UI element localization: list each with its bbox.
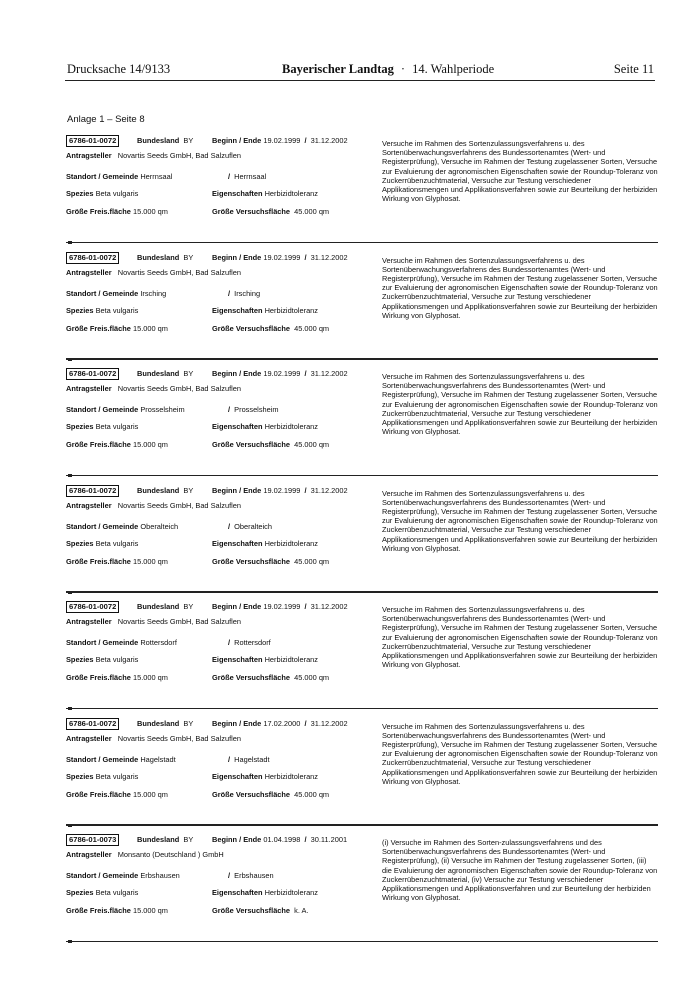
value-standort: Rottersdorf	[140, 638, 177, 647]
value-gemeinde: Erbshausen	[234, 871, 274, 880]
label-eigenschaften: Eigenschaften	[212, 189, 263, 198]
eigenschaften-field	[212, 656, 318, 665]
standort-field	[66, 173, 172, 182]
gemeinde-field	[228, 173, 266, 182]
label-spezies: Spezies	[66, 305, 94, 315]
label-versuchs: Größe Versuchsfläche	[212, 673, 291, 682]
spezies-field	[66, 889, 138, 898]
page-header	[67, 62, 654, 80]
label-beginn-ende: Beginn / Ende	[212, 136, 262, 145]
label-antragsteller: Antragsteller	[66, 151, 112, 160]
beginn-ende-field	[212, 370, 348, 379]
value-beginn: 19.02.1999	[263, 252, 301, 262]
value-spezies: Beta vulgaris	[95, 888, 139, 897]
eigenschaften-field	[212, 307, 318, 316]
record-entry-5	[66, 599, 658, 709]
versuchsflaeche-field	[212, 558, 329, 567]
value-versuchs: 45.000 qm	[294, 207, 330, 216]
eigenschaften-field	[212, 889, 318, 898]
record-divider-mark	[68, 707, 72, 710]
value-spezies: Beta vulgaris	[95, 538, 139, 548]
record-divider	[66, 475, 658, 476]
eigenschaften-field	[212, 773, 318, 782]
label-versuchs: Größe Versuchsfläche	[212, 323, 291, 333]
value-bundesland: BY	[183, 602, 194, 611]
value-beginn: 19.02.1999	[263, 369, 301, 378]
label-eigenschaften: Eigenschaften	[212, 538, 263, 548]
gemeinde-field	[228, 290, 260, 299]
standort-field	[66, 639, 177, 648]
value-bundesland: BY	[183, 136, 194, 145]
value-standort: Oberalteich	[140, 521, 179, 531]
label-freis: Größe Freis.fläche	[66, 906, 131, 915]
label-slash: /	[304, 835, 307, 844]
record-divider	[66, 591, 658, 592]
value-eigenschaften: Herbizidtoleranz	[264, 888, 318, 897]
label-eigenschaften: Eigenschaften	[212, 771, 263, 781]
spezies-field	[66, 656, 138, 665]
record-id: 6786-01-0072	[66, 252, 119, 264]
freisflaeche-field	[66, 208, 168, 217]
record-description: Versuche im Rahmen des Sortenzulassungsverfahrens u. des Sortenüberwachungsverfahrens des Bundessortenamtes (Wert- und Registerprüfung), Versuche im Rahmen der Testung zugelassener Sorten, Versuche zur Evaluierung der agronomischen Eigenschaften sowie der Roundup-Toleranz von Zuckerrübenzuchtmaterial, Versuche zur Testung verschiedener Applikationsmengen und Applikationsverfahren sowie zur Beurteilung der herbiziden Wirkung von Glyphosat.	[382, 372, 658, 437]
value-antragsteller: Novartis Seeds GmbH, Bad Salzuflen	[117, 384, 241, 393]
antragsteller-field	[66, 152, 241, 161]
label-beginn-ende: Beginn / Ende	[212, 485, 262, 495]
value-antragsteller: Novartis Seeds GmbH, Bad Salzuflen	[117, 151, 241, 160]
gemeinde-field	[228, 872, 274, 881]
antragsteller-field	[66, 502, 241, 511]
freisflaeche-field	[66, 325, 168, 334]
label-bundesland: Bundesland	[137, 835, 180, 844]
landtag-name: Bayerischer Landtag	[282, 62, 394, 76]
label-standort: Standort / Gemeinde	[66, 405, 139, 414]
bundesland-field	[137, 720, 193, 729]
label-slash: /	[304, 369, 307, 378]
label-spezies: Spezies	[66, 422, 94, 431]
value-spezies: Beta vulgaris	[95, 189, 139, 198]
spezies-field	[66, 540, 138, 549]
bundesland-field	[137, 487, 193, 496]
label-freis: Größe Freis.fläche	[66, 789, 131, 799]
label-slash: /	[228, 521, 231, 531]
value-eigenschaften: Herbizidtoleranz	[264, 422, 318, 431]
label-spezies: Spezies	[66, 655, 94, 664]
freisflaeche-field	[66, 558, 168, 567]
value-standort: Herrnsaal	[140, 172, 173, 181]
bundesland-field	[137, 603, 193, 612]
value-freis: 15.000 qm	[132, 673, 168, 682]
beginn-ende-field	[212, 487, 348, 496]
record-divider	[66, 242, 658, 243]
header-separator: ·	[400, 62, 406, 76]
value-spezies: Beta vulgaris	[95, 655, 139, 664]
value-ende: 31.12.2002	[310, 602, 348, 611]
wahlperiode: 14. Wahlperiode	[412, 62, 495, 76]
record-id: 6786-01-0072	[66, 485, 119, 497]
record-description: Versuche im Rahmen des Sortenzulassungsverfahrens u. des Sortenüberwachungsverfahrens des Bundessortenamtes (Wert- und Registerprüfung), Versuche im Rahmen der Testung zugelassener Sorten, Versuche zur Evaluierung der agronomischen Eigenschaften sowie der Roundup-Toleranz von Zuckerrübenzuchtmaterial, Versuche zur Testung verschiedener Applikationsmengen und Applikationsverfahren sowie zur Beurteilung der herbiziden Wirkung von Glyphosat.	[382, 721, 658, 786]
bundesland-field	[137, 254, 193, 263]
label-antragsteller: Antragsteller	[66, 384, 112, 393]
value-antragsteller: Novartis Seeds GmbH, Bad Salzuflen	[117, 733, 241, 743]
eigenschaften-field	[212, 190, 318, 199]
label-beginn-ende: Beginn / Ende	[212, 835, 262, 844]
spezies-field	[66, 190, 138, 199]
value-standort: Prosselsheim	[140, 405, 185, 414]
record-divider	[66, 941, 658, 942]
record-entry-6	[66, 716, 658, 826]
value-antragsteller: Novartis Seeds GmbH, Bad Salzuflen	[117, 500, 241, 510]
label-slash: /	[304, 252, 307, 262]
label-versuchs: Größe Versuchsfläche	[212, 207, 291, 216]
value-ende: 31.12.2002	[310, 252, 348, 262]
value-beginn: 19.02.1999	[263, 602, 301, 611]
label-slash: /	[228, 754, 231, 764]
record-divider	[66, 708, 658, 709]
record-divider-mark	[68, 591, 72, 594]
label-beginn-ende: Beginn / Ende	[212, 602, 262, 611]
standort-field	[66, 756, 176, 765]
value-versuchs: 45.000 qm	[294, 440, 330, 449]
antragsteller-field	[66, 735, 241, 744]
label-versuchs: Größe Versuchsfläche	[212, 440, 291, 449]
value-bundesland: BY	[183, 252, 194, 262]
label-antragsteller: Antragsteller	[66, 617, 112, 626]
label-bundesland: Bundesland	[137, 602, 180, 611]
record-divider-mark	[68, 940, 72, 943]
standort-field	[66, 523, 178, 532]
record-id: 6786-01-0072	[66, 135, 119, 147]
label-freis: Größe Freis.fläche	[66, 323, 131, 333]
antragsteller-field	[66, 618, 241, 627]
gemeinde-field	[228, 756, 270, 765]
label-slash: /	[304, 602, 307, 611]
label-spezies: Spezies	[66, 771, 94, 781]
anlage-label: Anlage 1 – Seite 8	[67, 114, 145, 125]
spezies-field	[66, 423, 138, 432]
label-slash: /	[228, 638, 231, 647]
beginn-ende-field	[212, 836, 347, 845]
record-divider-mark	[68, 241, 72, 244]
versuchsflaeche-field	[212, 791, 329, 800]
value-ende: 31.12.2002	[310, 718, 348, 728]
header-divider	[65, 80, 655, 81]
value-freis: 15.000 qm	[132, 556, 168, 566]
label-bundesland: Bundesland	[137, 136, 180, 145]
record-description: Versuche im Rahmen des Sortenzulassungsverfahrens u. des Sortenüberwachungsverfahrens des Bundessortenamtes (Wert- und Registerprüfung), Versuche im Rahmen der Testung zugelassener Sorten, Versuche zur Evaluierung der agronomischen Eigenschaften sowie der Roundup-Toleranz von Zuckerrübenzuchtmaterial, Versuche zur Testung verschiedener Applikationsmengen und Applikationsverfahren sowie zur Beurteilung der herbiziden Wirkung von Glyphosat.	[382, 255, 658, 320]
value-eigenschaften: Herbizidtoleranz	[264, 655, 318, 664]
record-divider-mark	[68, 824, 72, 827]
label-versuchs: Größe Versuchsfläche	[212, 789, 291, 799]
label-bundesland: Bundesland	[137, 718, 180, 728]
label-versuchs: Größe Versuchsfläche	[212, 906, 291, 915]
value-spezies: Beta vulgaris	[95, 422, 139, 431]
value-ende: 31.12.2002	[310, 485, 348, 495]
record-id: 6786-01-0072	[66, 601, 119, 613]
value-gemeinde: Prosselsheim	[234, 405, 279, 414]
label-beginn-ende: Beginn / Ende	[212, 369, 262, 378]
label-antragsteller: Antragsteller	[66, 733, 112, 743]
value-spezies: Beta vulgaris	[95, 771, 139, 781]
value-bundesland: BY	[183, 718, 194, 728]
value-freis: 15.000 qm	[132, 906, 168, 915]
value-ende: 30.11.2001	[310, 835, 348, 844]
record-divider	[66, 358, 658, 359]
beginn-ende-field	[212, 720, 348, 729]
record-entry-3	[66, 366, 658, 476]
bundesland-field	[137, 836, 193, 845]
value-antragsteller: Novartis Seeds GmbH, Bad Salzuflen	[117, 267, 241, 277]
beginn-ende-field	[212, 603, 348, 612]
label-slash: /	[228, 405, 231, 414]
record-divider	[66, 824, 658, 825]
label-standort: Standort / Gemeinde	[66, 172, 139, 181]
value-antragsteller: Monsanto (Deutschland ) GmbH	[117, 850, 224, 859]
value-bundesland: BY	[183, 835, 194, 844]
value-freis: 15.000 qm	[132, 789, 168, 799]
standort-field	[66, 290, 166, 299]
value-freis: 15.000 qm	[132, 440, 168, 449]
record-description: (i) Versuche im Rahmen des Sorten-zulassungsverfahrens und des Sortenüberwachungsverfahrens des Bundessortenamtes (Wert- und Registerprüfung), (ii) Versuche im Rahmen der Testung zugelassener Sorten, (iii) die Evaluierung der agronomischen Eigenschaften sowie der Roundup-Toleranz von Zuckerrübenzuchtmaterial, (iv) Versuche zur Testung verschiedener Applikationsmengen und Applikationsverfahren und zur Beurteilung der herbiziden Wirkung von Glyphosat.	[382, 838, 658, 903]
bundesland-field	[137, 137, 193, 146]
spezies-field	[66, 307, 138, 316]
label-eigenschaften: Eigenschaften	[212, 655, 263, 664]
label-beginn-ende: Beginn / Ende	[212, 252, 262, 262]
record-entry-7	[66, 832, 658, 942]
label-eigenschaften: Eigenschaften	[212, 305, 263, 315]
label-antragsteller: Antragsteller	[66, 500, 112, 510]
value-versuchs: 45.000 qm	[294, 323, 330, 333]
label-bundesland: Bundesland	[137, 252, 180, 262]
value-gemeinde: Rottersdorf	[234, 638, 271, 647]
value-beginn: 19.02.1999	[263, 136, 301, 145]
value-standort: Irsching	[140, 288, 167, 298]
label-slash: /	[228, 871, 231, 880]
label-standort: Standort / Gemeinde	[66, 521, 139, 531]
record-id: 6786-01-0072	[66, 718, 119, 730]
record-entry-2	[66, 250, 658, 360]
record-divider-mark	[68, 474, 72, 477]
gemeinde-field	[228, 406, 279, 415]
value-eigenschaften: Herbizidtoleranz	[264, 189, 318, 198]
antragsteller-field	[66, 385, 241, 394]
value-eigenschaften: Herbizidtoleranz	[264, 538, 318, 548]
value-versuchs: 45.000 qm	[294, 789, 330, 799]
label-antragsteller: Antragsteller	[66, 850, 112, 859]
value-ende: 31.12.2002	[310, 369, 348, 378]
record-entry-1	[66, 133, 658, 243]
label-standort: Standort / Gemeinde	[66, 288, 139, 298]
freisflaeche-field	[66, 441, 168, 450]
record-id: 6786-01-0073	[66, 834, 119, 846]
label-bundesland: Bundesland	[137, 485, 180, 495]
value-freis: 15.000 qm	[132, 207, 168, 216]
drucksache-number: Drucksache 14/9133	[67, 62, 171, 76]
label-spezies: Spezies	[66, 538, 94, 548]
page-number: Seite 11	[613, 62, 654, 76]
value-eigenschaften: Herbizidtoleranz	[264, 305, 318, 315]
label-beginn-ende: Beginn / Ende	[212, 718, 262, 728]
eigenschaften-field	[212, 540, 318, 549]
label-bundesland: Bundesland	[137, 369, 180, 378]
freisflaeche-field	[66, 674, 168, 683]
value-ende: 31.12.2002	[310, 136, 348, 145]
value-gemeinde: Irsching	[234, 288, 261, 298]
label-freis: Größe Freis.fläche	[66, 556, 131, 566]
antragsteller-field	[66, 269, 241, 278]
value-gemeinde: Herrnsaal	[234, 172, 267, 181]
value-versuchs: 45.000 qm	[294, 556, 330, 566]
freisflaeche-field	[66, 907, 168, 916]
value-standort: Erbshausen	[140, 871, 180, 880]
value-antragsteller: Novartis Seeds GmbH, Bad Salzuflen	[117, 617, 241, 626]
label-antragsteller: Antragsteller	[66, 267, 112, 277]
record-divider-mark	[68, 358, 72, 361]
label-slash: /	[228, 172, 231, 181]
value-eigenschaften: Herbizidtoleranz	[264, 771, 318, 781]
record-description: Versuche im Rahmen des Sortenzulassungsverfahrens u. des Sortenüberwachungsverfahrens des Bundessortenamtes (Wert- und Registerprüfung), Versuche im Rahmen der Testung zugelassener Sorten, Versuche zur Evaluierung der agronomischen Eigenschaften sowie der Roundup-Toleranz von Zuckerrübenzuchtmaterial, Versuche zur Testung verschiedener Applikationsmengen und Applikationsverfahren sowie zur Beurteilung der herbiziden Wirkung von Glyphosat.	[382, 139, 658, 204]
label-slash: /	[304, 136, 307, 145]
spezies-field	[66, 773, 138, 782]
versuchsflaeche-field	[212, 907, 309, 916]
value-spezies: Beta vulgaris	[95, 305, 139, 315]
bundesland-field	[137, 370, 193, 379]
label-standort: Standort / Gemeinde	[66, 871, 139, 880]
versuchsflaeche-field	[212, 441, 329, 450]
versuchsflaeche-field	[212, 208, 329, 217]
value-versuchs: 45.000 qm	[294, 673, 330, 682]
versuchsflaeche-field	[212, 325, 329, 334]
label-eigenschaften: Eigenschaften	[212, 422, 263, 431]
label-spezies: Spezies	[66, 888, 94, 897]
gemeinde-field	[228, 523, 272, 532]
standort-field	[66, 872, 180, 881]
beginn-ende-field	[212, 137, 348, 146]
freisflaeche-field	[66, 791, 168, 800]
record-id: 6786-01-0072	[66, 368, 119, 380]
value-gemeinde: Oberalteich	[234, 521, 272, 531]
label-freis: Größe Freis.fläche	[66, 673, 131, 682]
eigenschaften-field	[212, 423, 318, 432]
label-slash: /	[304, 718, 307, 728]
label-standort: Standort / Gemeinde	[66, 638, 139, 647]
value-versuchs: k. A.	[294, 906, 309, 915]
record-description: Versuche im Rahmen des Sortenzulassungsverfahrens u. des Sortenüberwachungsverfahrens des Bundessortenamtes (Wert- und Registerprüfung), Versuche im Rahmen der Testung zugelassener Sorten, Versuche zur Evaluierung der agronomischen Eigenschaften sowie der Roundup-Toleranz von Zuckerrübenzuchtmaterial, Versuche zur Testung verschiedener Applikationsmengen und Applikationsverfahren sowie zur Beurteilung der herbiziden Wirkung von Glyphosat.	[382, 488, 658, 553]
value-beginn: 17.02.2000	[263, 718, 301, 728]
value-beginn: 19.02.1999	[263, 485, 301, 495]
record-entry-4	[66, 483, 658, 593]
label-slash: /	[228, 288, 231, 298]
label-freis: Größe Freis.fläche	[66, 440, 131, 449]
antragsteller-field	[66, 851, 224, 860]
standort-field	[66, 406, 185, 415]
label-standort: Standort / Gemeinde	[66, 754, 139, 764]
beginn-ende-field	[212, 254, 348, 263]
versuchsflaeche-field	[212, 674, 329, 683]
value-bundesland: BY	[183, 369, 194, 378]
label-versuchs: Größe Versuchsfläche	[212, 556, 291, 566]
header-center	[282, 62, 494, 77]
label-eigenschaften: Eigenschaften	[212, 888, 263, 897]
value-standort: Hagelstadt	[140, 754, 176, 764]
label-spezies: Spezies	[66, 189, 94, 198]
value-gemeinde: Hagelstadt	[234, 754, 270, 764]
label-freis: Größe Freis.fläche	[66, 207, 131, 216]
gemeinde-field	[228, 639, 271, 648]
value-bundesland: BY	[183, 485, 194, 495]
value-freis: 15.000 qm	[132, 323, 168, 333]
record-description: Versuche im Rahmen des Sortenzulassungsverfahrens u. des Sortenüberwachungsverfahrens des Bundessortenamtes (Wert- und Registerprüfung), Versuche im Rahmen der Testung zugelassener Sorten, Versuche zur Evaluierung der agronomischen Eigenschaften sowie der Roundup-Toleranz von Zuckerrübenzuchtmaterial, Versuche zur Testung verschiedener Applikationsmengen und Applikationsverfahren sowie zur Beurteilung der herbiziden Wirkung von Glyphosat.	[382, 605, 658, 670]
label-slash: /	[304, 485, 307, 495]
value-beginn: 01.04.1998	[263, 835, 301, 844]
